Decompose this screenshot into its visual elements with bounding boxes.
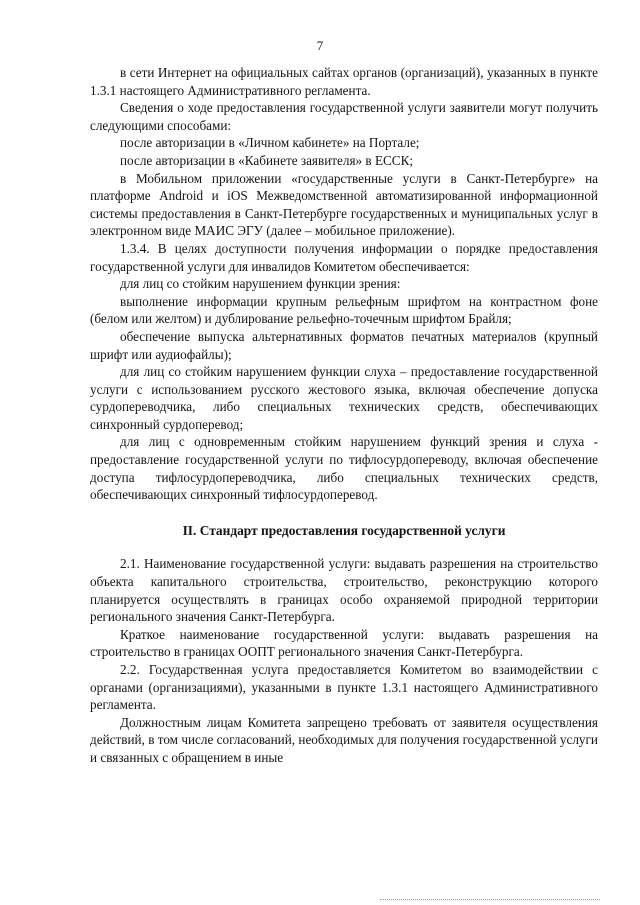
paragraph: 2.1. Наименование государственной услуги: выдавать разрешения на строительство объекта капитального строительства, строительство, реконструкцию которого планируется осуществлять в границах особо охраняемой природной территории регионального значения Санкт-Петербурга. [90,556,598,625]
paragraph: Сведения о ходе предоставления государственной услуги заявители могут получить следующими способами: [90,100,598,133]
paragraph: выполнение информации крупным рельефным шрифтом на контрастном фоне (белом или желтом) и дублирование рельефно-точечным шрифтом Брайля; [90,293,598,327]
paragraph: после авторизации в «Кабинете заявителя» в ЕССК; [120,152,414,168]
paragraph: для лиц с одновременным стойким нарушением функций зрения и слуха - предоставление государственной услуги по тифлосурдопереводу, включая обеспечение доступа тифлосурдопереводчика, либо специальных технических средств, обеспечивающих синхронный тифлосурдоперевод. [90,434,598,503]
paragraph: в сети Интернет на официальных сайтах органов (организаций), указанных в пункте 1.3.1 настоящего Административного регламента. [90,65,598,98]
paragraph: обеспечение выпуска альтернативных форматов печатных материалов (крупный шрифт или аудиофайлы); [90,328,598,362]
page-number: 7 [316,38,324,53]
paragraph: 2.2. Государственная услуга предоставляется Комитетом во взаимодействии с органами (организациями), указанными в пункте 1.3.1 настоящего Административного регламента. [90,662,598,713]
document-body [90,64,598,767]
paragraph: 1.3.4. В целях доступности получения информации о порядке предоставления государственной услуги для инвалидов Комитетом обеспечивается: [90,240,598,274]
paragraph: для лиц со стойким нарушением функции слуха – предоставление государственной услуги с использованием русского жестового языка, включая обеспечение допуска сурдопереводчика, либо специальных технических средств, обеспечивающих синхронный сурдоперевод; [90,364,598,432]
paragraph: Краткое наименование государственной услуги: выдавать разрешения на строительство в границах ООПТ регионального значения Санкт-Петербурга. [90,626,598,660]
bottom-rule [380,899,600,901]
paragraph: Должностным лицам Комитета запрещено требовать от заявителя осуществления действий, в том числе согласований, необходимых для получения государственной услуги и связанных с обращением в иные [90,714,598,765]
paragraph: после авторизации в «Личном кабинете» на Портале; [120,135,420,151]
section-heading: II. Стандарт предоставления государственной услуги [182,522,506,538]
paragraph: для лиц со стойким нарушением функции зрения: [120,276,401,292]
paragraph: в Мобильном приложении «государственные услуги в Санкт-Петербурге» на платформе Android и iOS Межведомственной автоматизированной информационной системы предоставления в Санкт-Петербурге государственных и муниципальных услуг в электронном виде МАИС ЭГУ (далее – мобильное приложение). [90,170,598,239]
